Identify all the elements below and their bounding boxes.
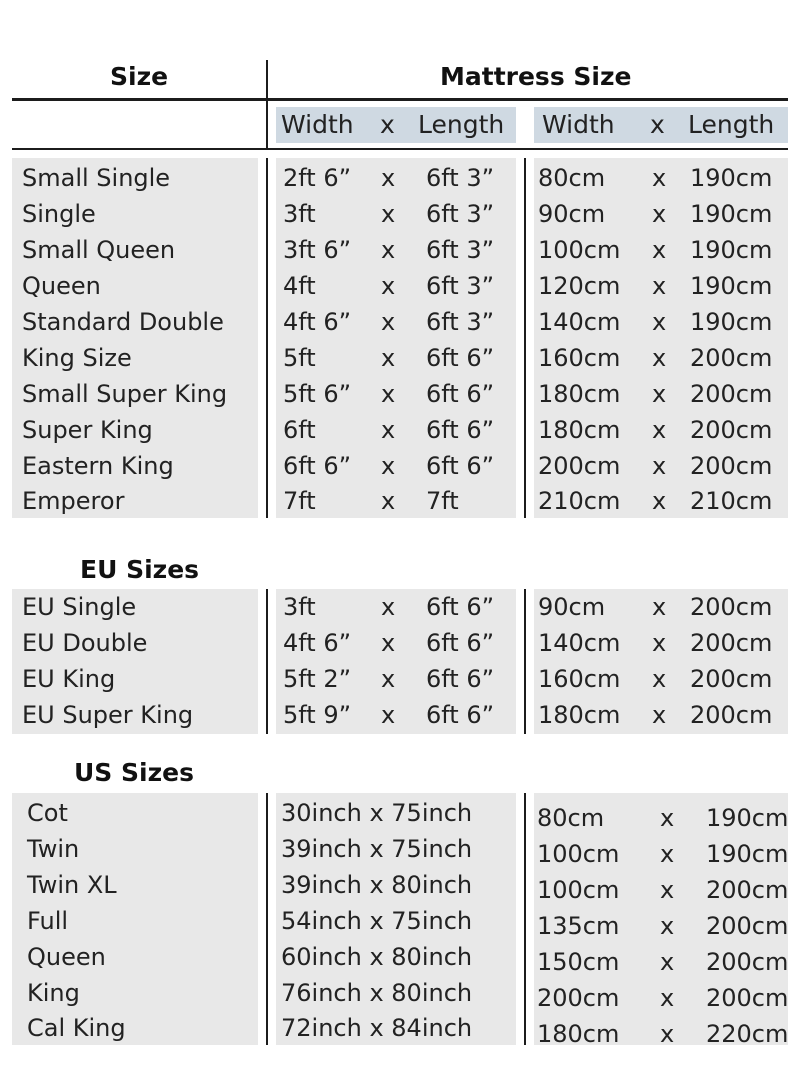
length-metric: 200cm bbox=[706, 948, 789, 976]
imperial-width-label: Width bbox=[281, 110, 354, 139]
length-imperial: 6ft 6” bbox=[426, 452, 495, 480]
length-metric: 190cm bbox=[706, 804, 789, 832]
metric-x-label: x bbox=[650, 110, 665, 139]
width-imperial: 4ft 6” bbox=[283, 308, 352, 336]
width-metric: 140cm bbox=[538, 629, 621, 657]
header-divider-top bbox=[12, 98, 788, 101]
times-sign: x bbox=[381, 416, 396, 444]
length-metric: 190cm bbox=[706, 840, 789, 868]
width-imperial: 4ft 6” bbox=[283, 629, 352, 657]
width-metric: 100cm bbox=[537, 840, 620, 868]
table-row bbox=[0, 340, 800, 376]
times-sign: x bbox=[660, 1020, 675, 1048]
metric-width-label: Width bbox=[542, 110, 615, 139]
width-metric: 160cm bbox=[538, 665, 621, 693]
width-imperial: 4ft bbox=[283, 272, 316, 300]
inch-dimensions: 54inch x 75inch bbox=[281, 907, 473, 935]
times-sign: x bbox=[660, 840, 675, 868]
length-metric: 190cm bbox=[690, 272, 773, 300]
width-imperial: 5ft 6” bbox=[283, 380, 352, 408]
width-imperial: 6ft 6” bbox=[283, 452, 352, 480]
length-metric: 200cm bbox=[706, 984, 789, 1012]
length-imperial: 6ft 6” bbox=[426, 665, 495, 693]
times-sign: x bbox=[381, 200, 396, 228]
times-sign: x bbox=[652, 200, 667, 228]
length-metric: 200cm bbox=[690, 380, 773, 408]
size-name: Twin bbox=[27, 835, 80, 863]
table-row bbox=[0, 268, 800, 304]
size-column-title: Size bbox=[110, 62, 169, 91]
width-metric: 150cm bbox=[537, 948, 620, 976]
length-imperial: 6ft 3” bbox=[426, 164, 495, 192]
width-metric: 200cm bbox=[537, 984, 620, 1012]
imperial-x-label: x bbox=[380, 110, 395, 139]
times-sign: x bbox=[652, 416, 667, 444]
size-name: Single bbox=[22, 200, 96, 228]
size-name: Cot bbox=[27, 799, 68, 827]
times-sign: x bbox=[381, 701, 396, 729]
size-name: EU Single bbox=[22, 593, 137, 621]
table-row-metric bbox=[0, 800, 800, 836]
length-imperial: 6ft 6” bbox=[426, 629, 495, 657]
width-imperial: 3ft bbox=[283, 593, 316, 621]
table-row bbox=[0, 304, 800, 340]
table-row bbox=[0, 196, 800, 232]
width-metric: 200cm bbox=[538, 452, 621, 480]
inch-dimensions: 60inch x 80inch bbox=[281, 943, 473, 971]
times-sign: x bbox=[381, 272, 396, 300]
times-sign: x bbox=[652, 487, 667, 515]
times-sign: x bbox=[660, 912, 675, 940]
times-sign: x bbox=[381, 308, 396, 336]
table-row bbox=[0, 376, 800, 412]
inch-dimensions: 76inch x 80inch bbox=[281, 979, 473, 1007]
times-sign: x bbox=[381, 452, 396, 480]
times-sign: x bbox=[660, 948, 675, 976]
size-name: Eastern King bbox=[22, 452, 174, 480]
times-sign: x bbox=[652, 164, 667, 192]
width-metric: 90cm bbox=[538, 200, 606, 228]
length-imperial: 7ft bbox=[426, 487, 459, 515]
width-metric: 160cm bbox=[538, 344, 621, 372]
times-sign: x bbox=[381, 236, 396, 264]
table-row-metric bbox=[0, 944, 800, 980]
table-row bbox=[0, 412, 800, 448]
times-sign: x bbox=[660, 984, 675, 1012]
size-name: Standard Double bbox=[22, 308, 224, 336]
times-sign: x bbox=[381, 164, 396, 192]
table-row bbox=[0, 625, 800, 661]
length-metric: 210cm bbox=[690, 487, 773, 515]
times-sign: x bbox=[652, 629, 667, 657]
times-sign: x bbox=[381, 593, 396, 621]
size-name: Queen bbox=[27, 943, 106, 971]
length-metric: 200cm bbox=[690, 701, 773, 729]
length-imperial: 6ft 6” bbox=[426, 593, 495, 621]
times-sign: x bbox=[381, 380, 396, 408]
width-metric: 80cm bbox=[538, 164, 606, 192]
length-metric: 200cm bbox=[690, 665, 773, 693]
length-metric: 200cm bbox=[706, 876, 789, 904]
table-row bbox=[0, 661, 800, 697]
width-imperial: 2ft 6” bbox=[283, 164, 352, 192]
width-imperial: 3ft 6” bbox=[283, 236, 352, 264]
times-sign: x bbox=[652, 701, 667, 729]
size-name: EU Double bbox=[22, 629, 148, 657]
size-name: Small Queen bbox=[22, 236, 176, 264]
times-sign: x bbox=[652, 593, 667, 621]
width-metric: 120cm bbox=[538, 272, 621, 300]
us-sizes-title: US Sizes bbox=[74, 758, 194, 787]
length-imperial: 6ft 6” bbox=[426, 344, 495, 372]
length-metric: 190cm bbox=[690, 236, 773, 264]
times-sign: x bbox=[381, 629, 396, 657]
length-metric: 190cm bbox=[690, 200, 773, 228]
table-row bbox=[0, 483, 800, 519]
table-row-metric bbox=[0, 1016, 800, 1052]
times-sign: x bbox=[660, 804, 675, 832]
length-metric: 200cm bbox=[706, 912, 789, 940]
length-imperial: 6ft 6” bbox=[426, 701, 495, 729]
size-name: King Size bbox=[22, 344, 132, 372]
times-sign: x bbox=[652, 665, 667, 693]
size-name: Queen bbox=[22, 272, 101, 300]
size-name: Cal King bbox=[27, 1014, 126, 1042]
width-metric: 100cm bbox=[538, 236, 621, 264]
width-imperial: 5ft bbox=[283, 344, 316, 372]
size-name: Super King bbox=[22, 416, 153, 444]
inch-dimensions: 39inch x 75inch bbox=[281, 835, 473, 863]
size-name: Twin XL bbox=[27, 871, 117, 899]
length-metric: 200cm bbox=[690, 344, 773, 372]
eu-sizes-title: EU Sizes bbox=[80, 555, 200, 584]
width-imperial: 6ft bbox=[283, 416, 316, 444]
length-metric: 190cm bbox=[690, 308, 773, 336]
length-imperial: 6ft 3” bbox=[426, 272, 495, 300]
table-row-metric bbox=[0, 908, 800, 944]
width-imperial: 5ft 2” bbox=[283, 665, 352, 693]
table-row-metric bbox=[0, 836, 800, 872]
size-name: Emperor bbox=[22, 487, 125, 515]
width-metric: 180cm bbox=[538, 416, 621, 444]
times-sign: x bbox=[652, 452, 667, 480]
width-metric: 100cm bbox=[537, 876, 620, 904]
length-imperial: 6ft 3” bbox=[426, 308, 495, 336]
inch-dimensions: 72inch x 84inch bbox=[281, 1014, 473, 1042]
length-metric: 200cm bbox=[690, 452, 773, 480]
table-row bbox=[0, 589, 800, 625]
times-sign: x bbox=[652, 344, 667, 372]
vertical-divider-header bbox=[266, 60, 268, 150]
times-sign: x bbox=[652, 380, 667, 408]
width-imperial: 5ft 9” bbox=[283, 701, 352, 729]
length-metric: 200cm bbox=[690, 629, 773, 657]
width-metric: 135cm bbox=[537, 912, 620, 940]
size-name: EU Super King bbox=[22, 701, 194, 729]
length-imperial: 6ft 3” bbox=[426, 200, 495, 228]
table-row-metric bbox=[0, 980, 800, 1016]
imperial-length-label: Length bbox=[418, 110, 505, 139]
size-name: EU King bbox=[22, 665, 116, 693]
length-imperial: 6ft 3” bbox=[426, 236, 495, 264]
length-imperial: 6ft 6” bbox=[426, 416, 495, 444]
width-metric: 180cm bbox=[537, 1020, 620, 1048]
width-imperial: 3ft bbox=[283, 200, 316, 228]
times-sign: x bbox=[381, 665, 396, 693]
size-name: Full bbox=[27, 907, 69, 935]
times-sign: x bbox=[652, 272, 667, 300]
metric-length-label: Length bbox=[688, 110, 775, 139]
width-metric: 140cm bbox=[538, 308, 621, 336]
times-sign: x bbox=[652, 308, 667, 336]
width-imperial: 7ft bbox=[283, 487, 316, 515]
length-metric: 190cm bbox=[690, 164, 773, 192]
times-sign: x bbox=[652, 236, 667, 264]
size-name: King bbox=[27, 979, 80, 1007]
times-sign: x bbox=[381, 487, 396, 515]
width-metric: 180cm bbox=[538, 380, 621, 408]
table-row bbox=[0, 697, 800, 733]
width-metric: 90cm bbox=[538, 593, 606, 621]
length-metric: 220cm bbox=[706, 1020, 789, 1048]
inch-dimensions: 30inch x 75inch bbox=[281, 799, 473, 827]
inch-dimensions: 39inch x 80inch bbox=[281, 871, 473, 899]
length-metric: 200cm bbox=[690, 416, 773, 444]
mattress-size-title: Mattress Size bbox=[440, 62, 632, 91]
times-sign: x bbox=[381, 344, 396, 372]
size-name: Small Single bbox=[22, 164, 171, 192]
table-row-metric bbox=[0, 872, 800, 908]
size-name: Small Super King bbox=[22, 380, 228, 408]
table-row bbox=[0, 160, 800, 196]
table-row bbox=[0, 232, 800, 268]
header-divider-bottom bbox=[12, 148, 788, 150]
length-metric: 200cm bbox=[690, 593, 773, 621]
width-metric: 180cm bbox=[538, 701, 621, 729]
table-row bbox=[0, 448, 800, 484]
width-metric: 210cm bbox=[538, 487, 621, 515]
length-imperial: 6ft 6” bbox=[426, 380, 495, 408]
width-metric: 80cm bbox=[537, 804, 605, 832]
times-sign: x bbox=[660, 876, 675, 904]
